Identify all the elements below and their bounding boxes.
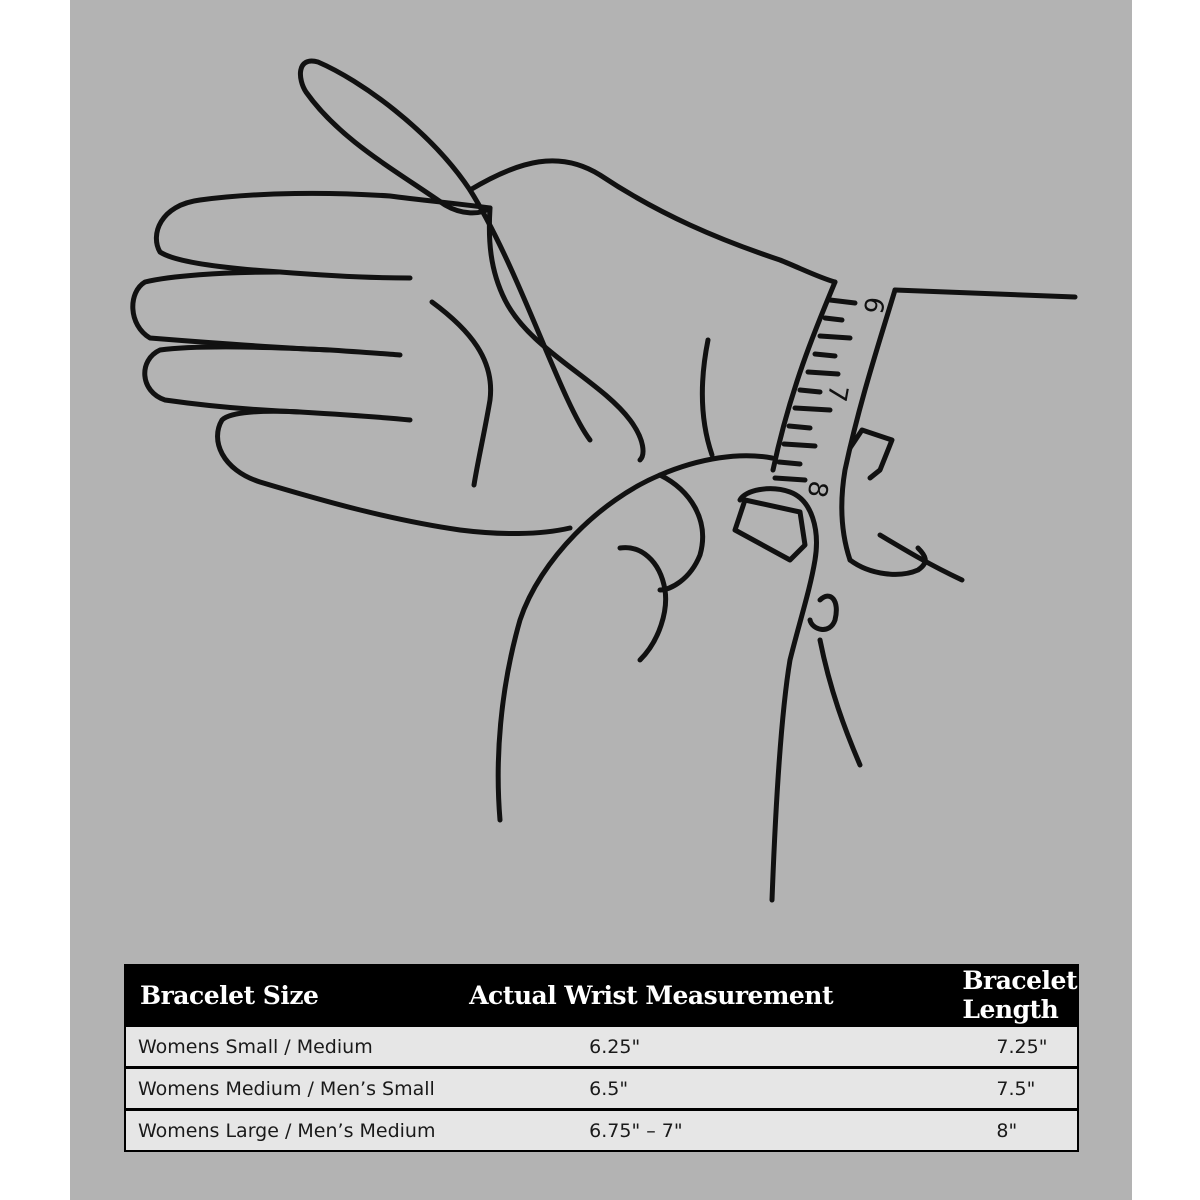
pinch-thumb-outline [740,489,816,900]
cell-size: Womens Large / Men’s Medium [125,1110,450,1152]
cell-length: 8" [940,1110,1078,1152]
header-bracelet-size: Bracelet Size [125,965,450,1026]
thumb-outline [300,61,590,440]
bracelet-size-table [124,964,1079,1152]
tape-mark-6: 6 [856,294,890,316]
cell-length: 7.5" [940,1068,1078,1110]
tape-tail-lower [850,548,925,574]
cell-size: Womens Small / Medium [125,1026,450,1068]
table-header-row [125,965,1078,1026]
index-finger-outline [156,193,490,278]
table-row [125,1110,1078,1152]
pinch-hand-outline [498,456,772,820]
cell-size: Womens Medium / Men’s Small [125,1068,450,1110]
palm-line-1 [432,302,491,485]
pinch-index-outline [620,548,666,660]
header-bracelet-length: Bracelet Length [940,965,1078,1026]
cell-length: 7.25" [940,1026,1078,1068]
thumbnail-outline [735,500,805,560]
hand-top-outline [470,161,835,282]
tape-mark-7: 7 [820,382,854,404]
wrist-line [702,340,712,455]
palm-line-2 [489,208,643,460]
cell-wrist: 6.75" – 7" [450,1110,940,1152]
cell-wrist: 6.25" [450,1026,940,1068]
tape-mark-8: 8 [800,478,834,500]
header-wrist-measurement: Actual Wrist Measurement [450,965,940,1026]
tape-right-edge [842,290,895,560]
tape-tail-upper [850,430,892,478]
tape-left-edge [773,282,835,470]
pinky-finger-outline [218,411,570,533]
cell-wrist: 6.5" [450,1068,940,1110]
forearm-top-outline [895,290,1075,297]
table-row [125,1026,1078,1068]
table-row [125,1068,1078,1110]
wrist-under-outline [810,596,860,765]
pinch-finger-outline [660,475,703,590]
middle-finger-outline [133,272,400,355]
